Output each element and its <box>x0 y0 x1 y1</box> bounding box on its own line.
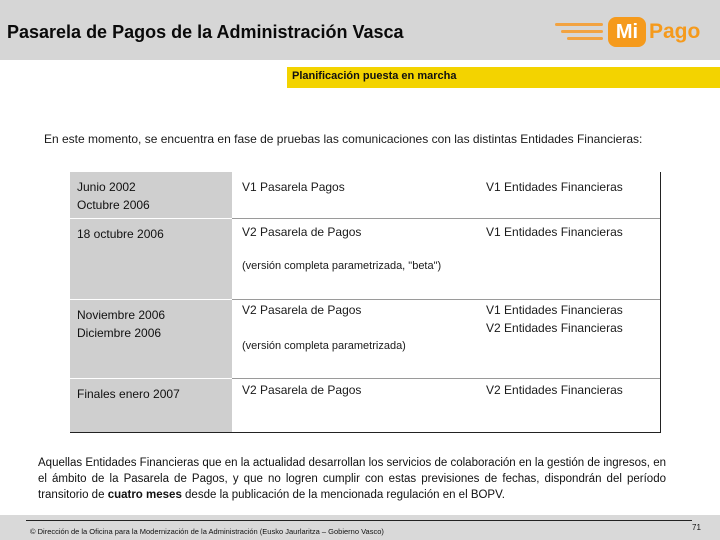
note-text-end: desde la publicación de la mencionada regulación en el BOPV. <box>181 489 505 501</box>
intro-text: En este momento, se encuentra en fase de pruebas las comunicaciones con las distintas Entidades Financieras: <box>44 132 643 146</box>
footer-copyright: © Dirección de la Oficina para la Modernización de la Administración (Eusko Jaurlaritza – Gobierno Vasco) <box>30 527 384 536</box>
footer-divider <box>26 520 692 521</box>
banner-label: Planificación puesta en marcha <box>292 70 457 82</box>
date-cell <box>70 172 232 218</box>
date-line: Diciembre 2006 <box>77 326 162 340</box>
logo-text: Pago <box>649 20 701 43</box>
transition-note <box>38 455 666 503</box>
version-cell: V2 Pasarela de Pagos <box>242 303 362 317</box>
slide-header <box>0 0 720 60</box>
slide-title: Pasarela de Pagos de la Administración Vasca <box>7 22 404 42</box>
note-text: Aquellas Entidades Financieras que en la actualidad desarrollan los servicios de colaboración en la gestión de ingresos, en el ámbito de la Pasarela de Pagos, y que no logren cumplir con estas previsiones de fechas, dispondrán del período transitorio de <box>38 457 666 501</box>
version-detail: (versión completa parametrizada, "beta") <box>242 260 442 272</box>
date-line: Finales enero 2007 <box>77 387 180 401</box>
logo-badge: Mi <box>608 17 646 47</box>
version-detail: (versión completa parametrizada) <box>242 340 406 352</box>
date-line: Junio 2002 <box>77 180 136 194</box>
page-number: 71 <box>692 523 701 532</box>
table-row <box>70 379 660 432</box>
version-cell: V2 Pasarela de Pagos <box>242 225 362 239</box>
entities-cell: V1 Entidades Financieras <box>486 225 623 239</box>
date-cell <box>70 379 232 432</box>
date-line: 18 octubre 2006 <box>77 227 164 241</box>
version-cell: V2 Pasarela de Pagos <box>242 383 362 397</box>
table-row <box>70 300 660 378</box>
date-cell <box>70 219 232 299</box>
date-cell <box>70 300 232 378</box>
entities-cell: V2 Entidades Financieras <box>486 383 623 397</box>
entities-cell: V1 Entidades Financieras <box>486 303 623 317</box>
section-banner <box>287 67 720 88</box>
date-line: Noviembre 2006 <box>77 308 166 322</box>
version-cell: V1 Pasarela Pagos <box>242 180 345 194</box>
entities-cell: V1 Entidades Financieras <box>486 180 623 194</box>
note-emphasis: cuatro meses <box>107 489 182 501</box>
schedule-table <box>70 172 661 433</box>
mipago-logo <box>555 14 715 50</box>
entities-cell: V2 Entidades Financieras <box>486 321 623 335</box>
table-row <box>70 219 660 299</box>
date-line: Octubre 2006 <box>77 198 150 212</box>
table-row <box>70 172 660 218</box>
